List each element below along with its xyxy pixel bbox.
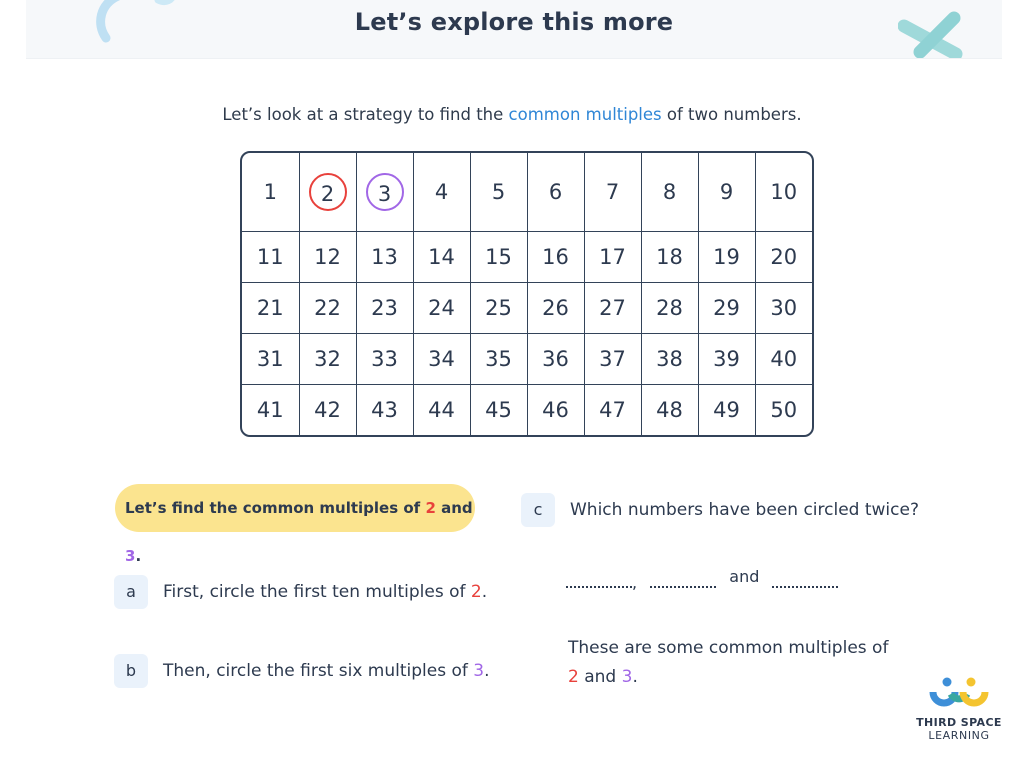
question-b-number: 3: [473, 661, 485, 681]
logo-text-line-1: THIRD SPACE: [916, 716, 1002, 729]
grid-number: 30: [770, 296, 798, 321]
grid-cell-34[interactable]: [413, 334, 470, 385]
grid-cell-37[interactable]: [584, 334, 641, 385]
grid-cell-1[interactable]: [242, 153, 299, 232]
grid-cell-8[interactable]: [641, 153, 698, 232]
grid-cell-10[interactable]: [755, 153, 812, 232]
intro-after: of two numbers.: [661, 105, 802, 124]
grid-cell-9[interactable]: [698, 153, 755, 232]
question-b-text: [163, 661, 490, 681]
grid-number: 37: [599, 347, 626, 372]
grid-cell-22[interactable]: [299, 283, 356, 334]
grid-number: 47: [599, 398, 626, 423]
grid-cell-16[interactable]: [527, 232, 584, 283]
grid-number: 48: [656, 398, 683, 423]
task-number-one: 2: [425, 499, 436, 517]
grid-number: 27: [599, 296, 626, 321]
logo-mark-icon: [929, 676, 989, 710]
grid-cell-27[interactable]: [584, 283, 641, 334]
grid-cell-32[interactable]: [299, 334, 356, 385]
question-b-end: .: [484, 661, 490, 681]
circled-number: 3: [366, 173, 404, 211]
grid-number: 44: [428, 398, 455, 423]
answer-comma: ,: [632, 573, 638, 592]
grid-cell-49[interactable]: [698, 385, 755, 435]
grid-cell-15[interactable]: [470, 232, 527, 283]
grid-number: 43: [371, 398, 398, 423]
grid-number: 9: [719, 180, 734, 205]
grid-number: 38: [656, 347, 683, 372]
question-a-badge: a: [114, 575, 148, 609]
brand-logo: [914, 676, 1004, 742]
grid-number: 16: [542, 245, 569, 270]
grid-number: 28: [656, 296, 683, 321]
conclusion-line-2: [568, 663, 888, 692]
grid-number: 45: [485, 398, 512, 423]
grid-number: 4: [434, 180, 449, 205]
grid-number: 1: [263, 180, 277, 205]
grid-row: [242, 283, 812, 334]
logo-text-line-2: LEARNING: [928, 729, 990, 742]
grid-cell-44[interactable]: [413, 385, 470, 435]
grid-number: 42: [314, 398, 341, 423]
grid-cell-19[interactable]: [698, 232, 755, 283]
question-a-before: First, circle the first ten multiples of: [163, 582, 471, 602]
grid-number: 20: [770, 245, 798, 270]
answer-blank-2[interactable]: [650, 572, 716, 588]
grid-number: 21: [256, 296, 284, 321]
task-mid: and: [435, 499, 473, 517]
grid-row: [242, 334, 812, 385]
grid-number: 40: [770, 347, 798, 372]
question-c-text: Which numbers have been circled twice?: [570, 500, 919, 520]
grid-number: 50: [770, 398, 798, 423]
grid-cell-20[interactable]: [755, 232, 812, 283]
grid-cell-43[interactable]: [356, 385, 413, 435]
grid-cell-45[interactable]: [470, 385, 527, 435]
grid-number: 22: [314, 296, 341, 321]
answer-and: and: [729, 567, 760, 586]
grid-number: 13: [371, 245, 398, 270]
intro-text: [0, 105, 1024, 124]
grid-number: 25: [485, 296, 512, 321]
grid-cell-31[interactable]: [242, 334, 299, 385]
grid-cell-41[interactable]: [242, 385, 299, 435]
grid-cell-5[interactable]: [470, 153, 527, 232]
answer-blank-1[interactable]: [566, 572, 632, 588]
grid-cell-46[interactable]: [527, 385, 584, 435]
question-a-number: 2: [470, 582, 482, 602]
grid-number: 17: [599, 245, 626, 270]
grid-cell-42[interactable]: [299, 385, 356, 435]
grid-number: 31: [256, 347, 284, 372]
grid-cell-11[interactable]: [242, 232, 299, 283]
number-grid-table: [242, 153, 812, 435]
conclusion-mid: and: [578, 667, 622, 687]
grid-number: 39: [713, 347, 740, 372]
grid-cell-17[interactable]: [584, 232, 641, 283]
grid-number: 46: [542, 398, 569, 423]
grid-number: 35: [485, 347, 512, 372]
grid-row: [242, 153, 812, 232]
grid-cell-26[interactable]: [527, 283, 584, 334]
grid-cell-25[interactable]: [470, 283, 527, 334]
grid-cell-40[interactable]: [755, 334, 812, 385]
grid-number: 29: [713, 296, 740, 321]
grid-cell-14[interactable]: [413, 232, 470, 283]
grid-cell-12[interactable]: [299, 232, 356, 283]
grid-row: [242, 232, 812, 283]
grid-number: 8: [662, 180, 677, 205]
grid-number: 33: [371, 347, 398, 372]
grid-cell-50[interactable]: [755, 385, 812, 435]
conclusion-number-one: 2: [568, 667, 579, 687]
page-title: Let’s explore this more: [354, 8, 674, 36]
grid-number: 36: [542, 347, 569, 372]
header-banner: [26, 0, 1002, 59]
grid-cell-35[interactable]: [470, 334, 527, 385]
conclusion-text: [568, 634, 888, 692]
grid-number: 14: [428, 245, 455, 270]
answer-blanks: [566, 567, 838, 592]
grid-number: 24: [428, 296, 455, 321]
grid-number: 10: [770, 180, 798, 205]
grid-number: 26: [542, 296, 569, 321]
grid-cell-2[interactable]: [299, 153, 356, 232]
grid-cell-4[interactable]: [413, 153, 470, 232]
grid-cell-30[interactable]: [755, 283, 812, 334]
grid-row: [242, 385, 812, 435]
grid-cell-23[interactable]: [356, 283, 413, 334]
grid-number: 18: [656, 245, 683, 270]
grid-cell-29[interactable]: [698, 283, 755, 334]
task-end: .: [135, 547, 142, 565]
grid-cell-47[interactable]: [584, 385, 641, 435]
grid-cell-7[interactable]: [584, 153, 641, 232]
grid-cell-6[interactable]: [527, 153, 584, 232]
conclusion-number-two: 3: [621, 667, 633, 687]
question-b-badge: b: [114, 654, 148, 688]
grid-number: 19: [713, 245, 740, 270]
grid-number: 34: [428, 347, 455, 372]
grid-number: 41: [256, 398, 284, 423]
hundred-square-grid: [240, 151, 814, 437]
grid-number: 5: [491, 180, 506, 205]
question-a-end: .: [481, 582, 488, 602]
grid-number: 12: [314, 245, 341, 270]
grid-cell-38[interactable]: [641, 334, 698, 385]
grid-number: 11: [256, 245, 284, 270]
task-before: Let’s find the common multiples of: [125, 499, 426, 517]
grid-number: 23: [371, 296, 398, 321]
task-banner: [115, 484, 475, 565]
question-a-text: [163, 582, 487, 602]
intro-before: Let’s look at a strategy to find the: [222, 105, 509, 124]
circled-number: 2: [309, 173, 347, 211]
grid-cell-33[interactable]: [356, 334, 413, 385]
grid-number: 7: [605, 180, 620, 205]
grid-number: 49: [713, 398, 740, 423]
conclusion-end: .: [632, 667, 638, 687]
answer-blank-3[interactable]: [772, 572, 838, 588]
intro-highlight: common multiples: [508, 105, 662, 124]
grid-cell-24[interactable]: [413, 283, 470, 334]
conclusion-line-1: These are some common multiples of: [568, 638, 889, 658]
task-number-two: 3: [125, 547, 136, 565]
question-c-badge: c: [521, 493, 555, 527]
grid-cell-39[interactable]: [698, 334, 755, 385]
grid-number: 6: [548, 180, 563, 205]
grid-cell-18[interactable]: [641, 232, 698, 283]
grid-cell-13[interactable]: [356, 232, 413, 283]
decorative-cross-icon: [898, 8, 978, 58]
grid-cell-3[interactable]: [356, 153, 413, 232]
grid-cell-21[interactable]: [242, 283, 299, 334]
grid-cell-36[interactable]: [527, 334, 584, 385]
grid-cell-28[interactable]: [641, 283, 698, 334]
grid-cell-48[interactable]: [641, 385, 698, 435]
question-b-before: Then, circle the first six multiples of: [163, 661, 474, 681]
grid-number: 32: [314, 347, 341, 372]
grid-number: 15: [485, 245, 512, 270]
